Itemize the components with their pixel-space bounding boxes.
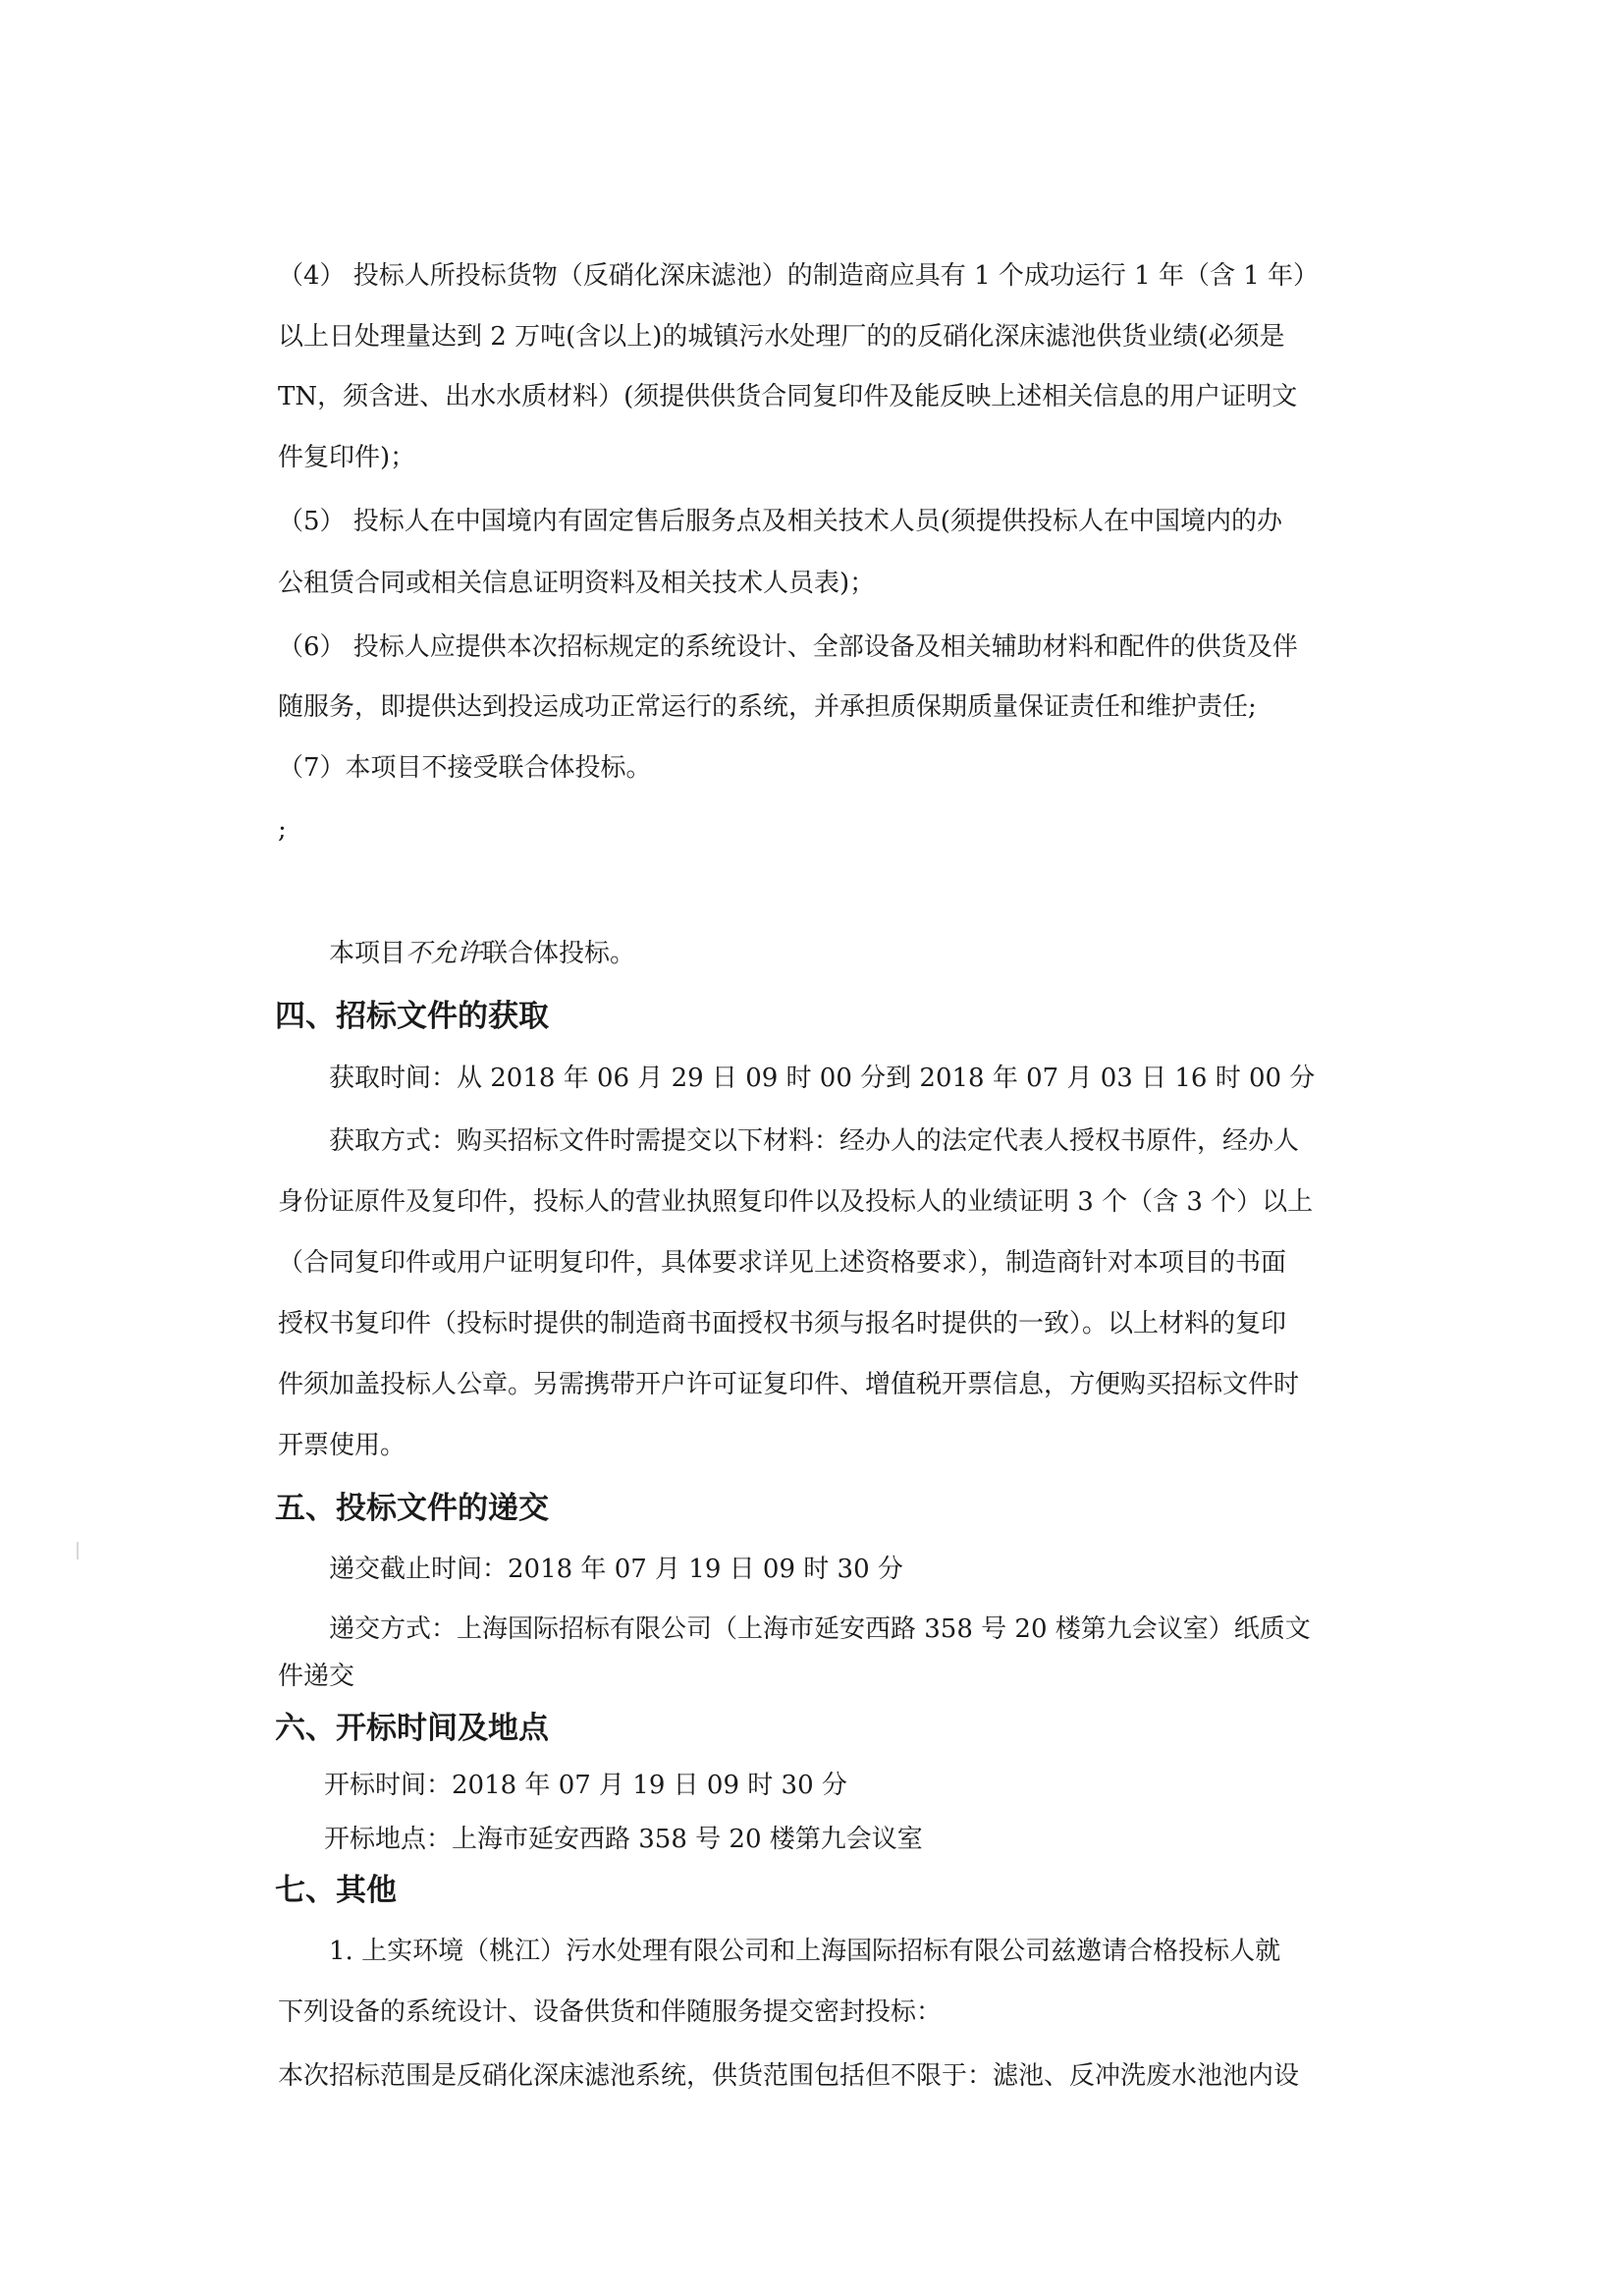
consortium-suffix: 联合体投标。	[482, 939, 636, 968]
acquisition-method-line-3: （合同复印件或用户证明复印件，具体要求详见上述资格要求），制造商针对本项目的书面	[278, 1248, 1287, 1278]
section-7-heading: 七、其他	[275, 1873, 397, 1908]
submission-method-line-2: 件递交	[278, 1662, 355, 1691]
consortium-note	[329, 937, 635, 970]
acquisition-time: 获取时间：从 2018 年 06 月 29 日 09 时 00 分到 2018 年 07 月 03 日 16 时 00 分	[329, 1064, 1316, 1093]
scan-edge-mark	[77, 1542, 79, 1559]
tender-scope: 本次招标范围是反硝化深床滤池系统，供货范围包括但不限于：滤池、反冲洗废水池池内设	[278, 2061, 1300, 2091]
other-item-1-line-2: 下列设备的系统设计、设备供货和伴随服务提交密封投标：	[278, 1997, 943, 2027]
requirement-5-line-2: 公租赁合同或相关信息证明资料及相关技术人员表)；	[278, 569, 876, 598]
requirement-7: （7）本项目不接受联合体投标。	[278, 753, 652, 783]
requirement-4-line-2: 以上日处理量达到 2 万吨(含以上)的城镇污水处理厂的的反硝化深床滤池供货业绩(必须是	[278, 322, 1285, 352]
other-item-1-line-1: 1. 上实环境（桃江）污水处理有限公司和上海国际招标有限公司兹邀请合格投标人就	[329, 1937, 1281, 1966]
requirement-6-line-1: （6） 投标人应提供本次招标规定的系统设计、全部设备及相关辅助材料和配件的供货及伴	[278, 632, 1298, 662]
acquisition-method-line-6: 开票使用。	[278, 1431, 406, 1460]
requirement-6-line-2: 随服务，即提供达到投运成功正常运行的系统，并承担质保期质量保证责任和维护责任;	[278, 692, 1257, 722]
submission-method-line-1: 递交方式：上海国际招标有限公司（上海市延安西路 358 号 20 楼第九会议室）纸质文	[329, 1614, 1311, 1644]
opening-time: 开标时间：2018 年 07 月 19 日 09 时 30 分	[324, 1771, 847, 1800]
opening-location: 开标地点：上海市延安西路 358 号 20 楼第九会议室	[324, 1825, 923, 1854]
requirement-4-line-3: TN，须含进、出水水质材料）(须提供供货合同复印件及能反映上述相关信息的用户证明文	[278, 382, 1298, 411]
requirement-4-line-1: （4） 投标人所投标货物（反硝化深床滤池）的制造商应具有 1 个成功运行 1 年（含 1 年）	[278, 261, 1320, 291]
stray-semicolon: ;	[278, 815, 287, 845]
consortium-prefix: 本项目	[329, 939, 406, 968]
section-4-heading: 四、招标文件的获取	[275, 999, 549, 1034]
submission-deadline: 递交截止时间：2018 年 07 月 19 日 09 时 30 分	[329, 1555, 903, 1584]
requirement-4-line-4: 件复印件)；	[278, 443, 416, 472]
acquisition-method-line-2: 身份证原件及复印件，投标人的营业执照复印件以及投标人的业绩证明 3 个（含 3 个）以上	[278, 1187, 1314, 1217]
requirement-5-line-1: （5） 投标人在中国境内有固定售后服务点及相关技术人员(须提供投标人在中国境内的办	[278, 507, 1282, 536]
acquisition-method-line-5: 件须加盖投标人公章。另需携带开户许可证复印件、增值税开票信息，方便购买招标文件时	[278, 1370, 1300, 1399]
acquisition-method-line-1: 获取方式：购买招标文件时需提交以下材料：经办人的法定代表人授权书原件，经办人	[329, 1126, 1300, 1156]
section-5-heading: 五、投标文件的递交	[275, 1491, 549, 1526]
acquisition-method-line-4: 授权书复印件（投标时提供的制造商书面授权书须与报名时提供的一致）。以上材料的复印	[278, 1309, 1287, 1339]
consortium-emphasis: 不允许	[406, 939, 483, 968]
section-6-heading: 六、开标时间及地点	[275, 1711, 549, 1746]
